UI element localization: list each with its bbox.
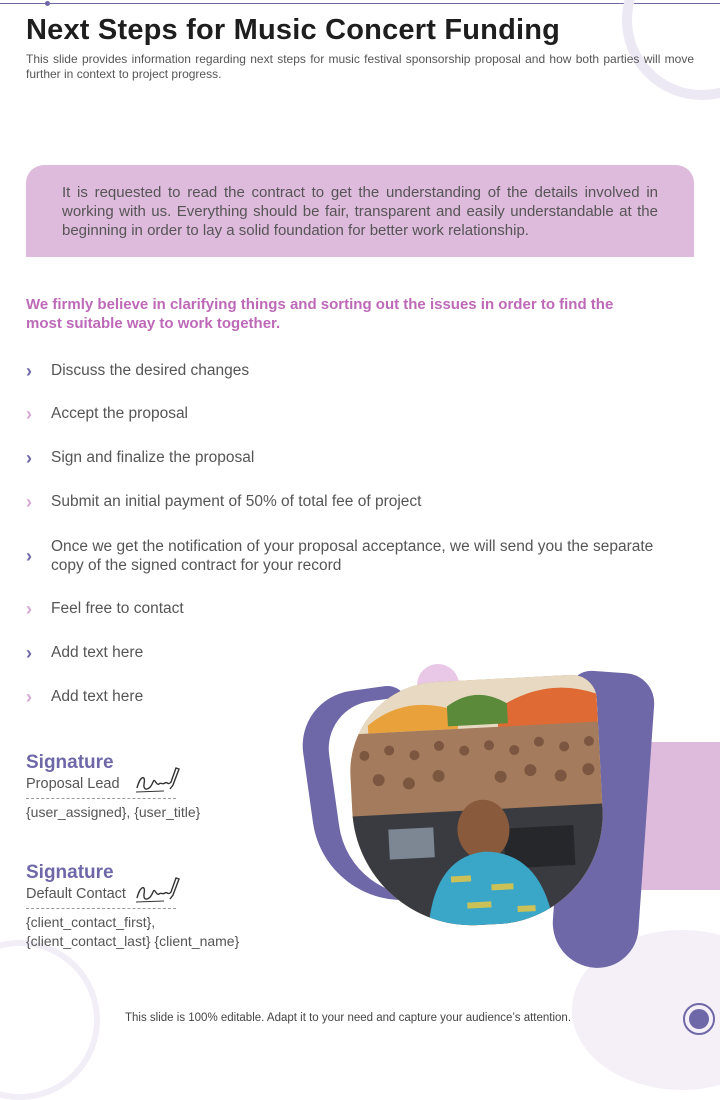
list-item-text: Add text here xyxy=(51,644,144,661)
decorative-ring xyxy=(622,0,720,100)
list-item-text: Discuss the desired changes xyxy=(51,362,250,379)
chevron-right-icon: › xyxy=(26,491,32,512)
list-item-text: Add text here xyxy=(51,688,144,705)
signature-role: Proposal Lead xyxy=(26,776,120,792)
list-item-text: Sign and finalize the proposal xyxy=(51,449,255,466)
signature-line xyxy=(26,798,176,799)
decorative-ring-bottom xyxy=(0,940,100,1100)
list-item xyxy=(26,404,686,423)
page-subtitle: This slide provides information regarding next steps for music festival sponsorship proposal and how both parties will move further in context to project progress. xyxy=(26,52,694,81)
signature-value: {user_assigned}, {user_title} xyxy=(26,804,201,820)
chevron-right-icon: › xyxy=(26,642,32,663)
list-item xyxy=(26,599,686,618)
signature-heading: Signature xyxy=(26,862,114,883)
chevron-right-icon: › xyxy=(26,686,32,707)
signature-heading: Signature xyxy=(26,752,114,773)
signature-value: {client_contact_first}, {client_contact_last} {client_name} xyxy=(26,914,240,949)
list-item-text: Once we get the notification of your proposal acceptance, we will send you the separate copy of the signed contract for your record xyxy=(51,538,654,574)
list-item-text: Feel free to contact xyxy=(51,600,184,617)
signature-line xyxy=(26,908,176,909)
contract-callout xyxy=(26,165,694,257)
circle-icon xyxy=(689,1009,709,1029)
list-item xyxy=(26,537,686,575)
chevron-right-icon: › xyxy=(26,598,32,619)
list-item-text: Accept the proposal xyxy=(51,405,189,422)
callout-text: It is requested to read the contract to get the understanding of the details involved in working with us. Everything should be fair, transparent and easily understandable at the beginning in order to lay a solid foundation for better work relationship. xyxy=(62,184,658,239)
chevron-right-icon: › xyxy=(26,360,32,381)
next-slide-button[interactable] xyxy=(683,1003,715,1035)
signature-scribble-icon xyxy=(134,872,182,908)
list-item-text: Submit an initial payment of 50% of total fee of project xyxy=(51,493,422,510)
chevron-right-icon: › xyxy=(26,546,32,566)
signature-scribble-icon xyxy=(134,762,182,798)
list-item xyxy=(26,643,686,662)
chevron-right-icon: › xyxy=(26,447,32,468)
list-item xyxy=(26,361,686,380)
top-rule-dot xyxy=(45,1,50,6)
top-rule xyxy=(0,3,720,4)
list-item xyxy=(26,492,686,511)
footer-note: This slide is 100% editable. Adapt it to your need and capture your audience’s attention. xyxy=(125,1012,572,1024)
signature-role: Default Contact xyxy=(26,886,126,902)
chevron-right-icon: › xyxy=(26,403,32,424)
list-item xyxy=(26,448,686,467)
belief-statement: We firmly believe in clarifying things and sorting out the issues in order to find the most suitable way to work together. xyxy=(26,296,614,332)
page-title: Next Steps for Music Concert Funding xyxy=(26,14,561,46)
